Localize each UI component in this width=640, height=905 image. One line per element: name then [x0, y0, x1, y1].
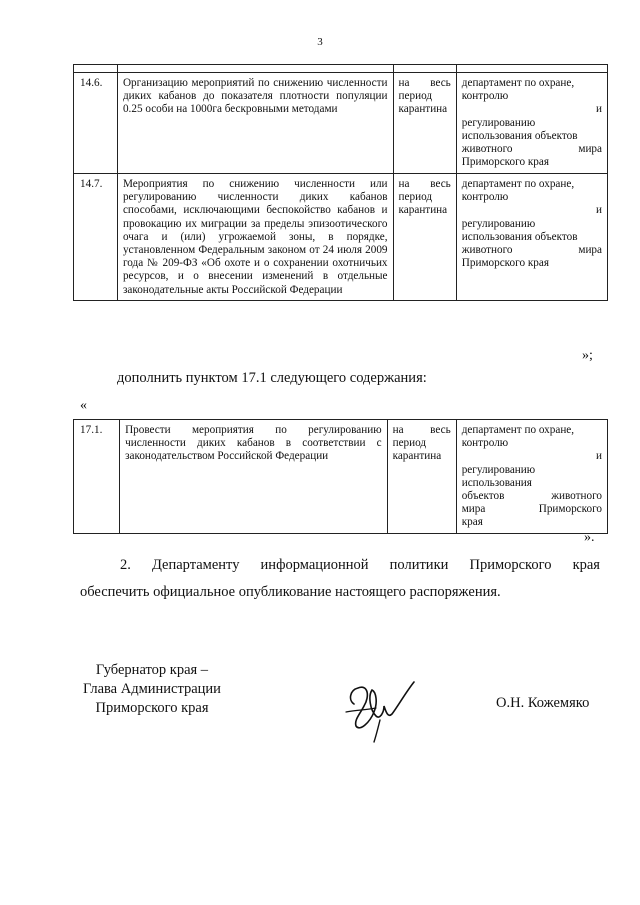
row-number: 14.7. — [74, 174, 118, 301]
measures-table-bottom — [73, 419, 608, 534]
closing-quote-mark: ». — [584, 530, 595, 545]
row-number: 17.1. — [74, 420, 120, 534]
opening-quote-mark: « — [80, 398, 87, 413]
table-row — [74, 174, 608, 301]
measures-table-top — [73, 64, 608, 301]
row-responsible: департамент по охране, контролю и регулированию использования объектов животного мира Приморского края — [456, 174, 607, 301]
table-row — [74, 73, 608, 174]
row-term: на весь период карантина — [387, 420, 456, 534]
table-row — [74, 420, 608, 534]
closing-quote-mark: »; — [582, 348, 593, 363]
row-description: Организацию мероприятий по снижению численности диких кабанов до показателя плотности популяции 0.25 особи на 1000га бескровными методами — [117, 73, 393, 174]
row-number: 14.6. — [74, 73, 118, 174]
row-term: на весь период карантина — [393, 73, 456, 174]
page-number: 3 — [317, 36, 323, 48]
row-term: на весь период карантина — [393, 174, 456, 301]
signer-name: О.Н. Кожемяко — [496, 695, 590, 711]
table-header-spacer — [74, 65, 608, 73]
paragraph-2: 2. Департаменту информационной политики Приморского края обеспечить официальное опубликование настоящего распоряжения. — [80, 557, 600, 600]
row-responsible: департамент по охране, контролю и регулированию использования объектов животного мира Приморского края — [456, 420, 607, 534]
signer-title: Губернатор края – Глава Администрации Приморского края — [83, 662, 221, 716]
row-description: Провести мероприятия по регулированию численности диких кабанов в соответствии с законодательством Российской Федерации — [120, 420, 388, 534]
row-description: Мероприятия по снижению численности или регулированию численности диких кабанов способами, исключающими беспокойство кабанов и провокацию их миграции за пределы эпизоотического очага и (или) угрожаемой зоны, в порядке, установленном Федеральным законом от 24 июля 2009 года № 209-ФЗ «Об охоте и о сохранении охотничьих ресурсов, и о внесении изменений в отдельные законодательные акты Российской Федерации — [117, 174, 393, 301]
amendment-intro: дополнить пунктом 17.1 следующего содержания: — [117, 370, 427, 386]
handwritten-signature — [340, 660, 420, 745]
row-responsible: департамент по охране, контролю и регулированию использования объектов животного мира Приморского края — [456, 73, 607, 174]
